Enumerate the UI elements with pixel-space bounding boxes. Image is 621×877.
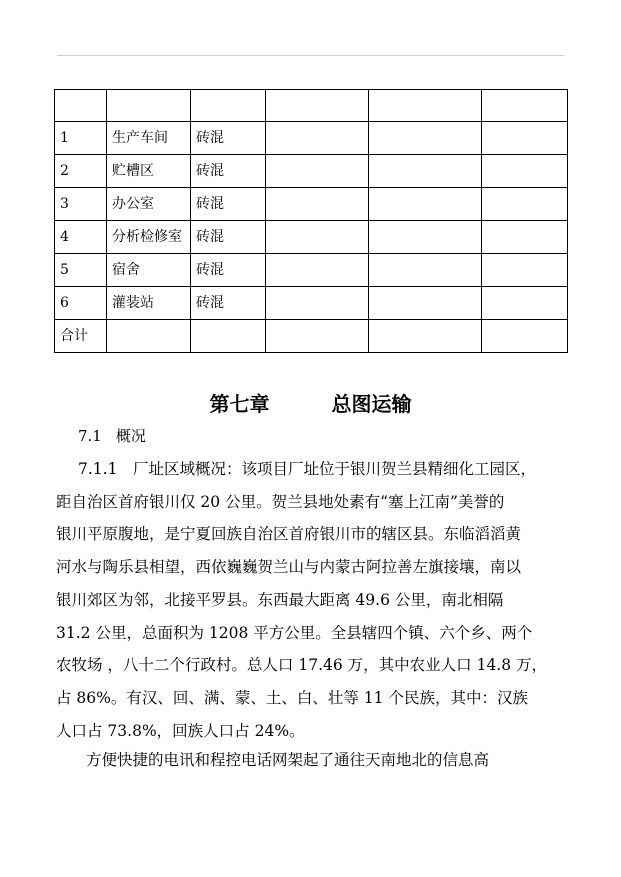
table-cell	[369, 287, 482, 320]
table-cell	[369, 188, 482, 221]
table-cell	[482, 155, 568, 188]
table-cell: 生产车间	[107, 122, 191, 155]
table-row	[55, 287, 568, 320]
table-header-row	[55, 90, 568, 122]
table-cell	[369, 254, 482, 287]
table-cell: 砖混	[191, 188, 266, 221]
table-cell: 砖混	[191, 221, 266, 254]
text-line: 农牧场 ，八十二个行政村。总人口 17.46 万，其中农业人口 14.8 万，	[56, 656, 548, 675]
table-cell	[107, 320, 191, 353]
table-cell	[482, 188, 568, 221]
table-cell: 砖混	[191, 287, 266, 320]
section-number: 7.1	[78, 427, 102, 445]
table-cell	[266, 287, 369, 320]
table-cell	[266, 221, 369, 254]
section-heading	[78, 425, 146, 447]
table-total-row	[55, 320, 568, 353]
table-cell	[266, 254, 369, 287]
table-cell	[482, 320, 568, 353]
text-line: 31.2 公里，总面积为 1208 平方公里。全县辖四个镇、六个乡、两个	[56, 623, 533, 642]
table-cell	[482, 90, 568, 122]
table-cell	[369, 155, 482, 188]
text-line: 河水与陶乐县相望，西依巍巍贺兰山与内蒙古阿拉善左旗接壤，南以	[56, 558, 522, 577]
table-cell	[369, 122, 482, 155]
table-cell	[369, 221, 482, 254]
header-rule	[57, 55, 564, 56]
table-cell: 1	[55, 122, 107, 155]
text-line: 银川郊区为邻，北接平罗县。东西最大距离 49.6 公里，南北相隔	[56, 590, 504, 609]
table-cell	[482, 287, 568, 320]
table-row	[55, 188, 568, 221]
table-cell	[191, 90, 266, 122]
building-table	[54, 89, 568, 353]
table-row	[55, 221, 568, 254]
body-paragraph	[56, 453, 561, 747]
table-cell: 灌装站	[107, 287, 191, 320]
table-cell	[55, 90, 107, 122]
table-cell	[266, 188, 369, 221]
text-line: 人口占 73.8%，回族人口占 24%。	[56, 721, 305, 740]
text-line: 银川平原腹地，是宁夏回族自治区首府银川市的辖区县。东临滔滔黄	[56, 525, 522, 544]
text-line: 7.1.1 厂址区域概况：该项目厂址位于银川贺兰县精细化工园区，	[78, 460, 536, 478]
table-cell: 6	[55, 287, 107, 320]
table-cell	[482, 221, 568, 254]
chapter-title: 总图运输	[331, 392, 412, 416]
table-cell	[266, 122, 369, 155]
text-line: 方便快捷的电讯和程控电话网架起了通往天南地北的信息高	[86, 751, 490, 769]
chapter-number: 第七章	[209, 392, 270, 416]
table-cell	[482, 122, 568, 155]
table-cell	[266, 90, 369, 122]
table-cell: 分析检修室	[107, 221, 191, 254]
table-row	[55, 254, 568, 287]
table-cell: 宿舍	[107, 254, 191, 287]
table-cell: 砖混	[191, 155, 266, 188]
table-cell: 砖混	[191, 122, 266, 155]
section-title: 概况	[115, 427, 146, 445]
table-cell	[369, 320, 482, 353]
chapter-heading	[0, 390, 621, 418]
text-line: 距自治区首府银川仅 20 公里。贺兰县地处素有“塞上江南”美誉的	[56, 492, 505, 511]
table-cell	[369, 90, 482, 122]
table-cell	[266, 155, 369, 188]
table-cell: 办公室	[107, 188, 191, 221]
table-row	[55, 122, 568, 155]
table-cell: 4	[55, 221, 107, 254]
text-line: 占 86%。有汉、回、满、蒙、土、白、壮等 11 个民族，其中：汉族	[56, 688, 528, 707]
table-cell: 合计	[55, 320, 107, 353]
table-cell	[482, 254, 568, 287]
table-cell: 3	[55, 188, 107, 221]
table-cell: 砖混	[191, 254, 266, 287]
table-cell	[266, 320, 369, 353]
table-cell	[191, 320, 266, 353]
body-paragraph	[56, 744, 561, 777]
table-cell: 5	[55, 254, 107, 287]
table-cell: 贮槽区	[107, 155, 191, 188]
table-row	[55, 155, 568, 188]
table-cell: 2	[55, 155, 107, 188]
table-cell	[107, 90, 191, 122]
